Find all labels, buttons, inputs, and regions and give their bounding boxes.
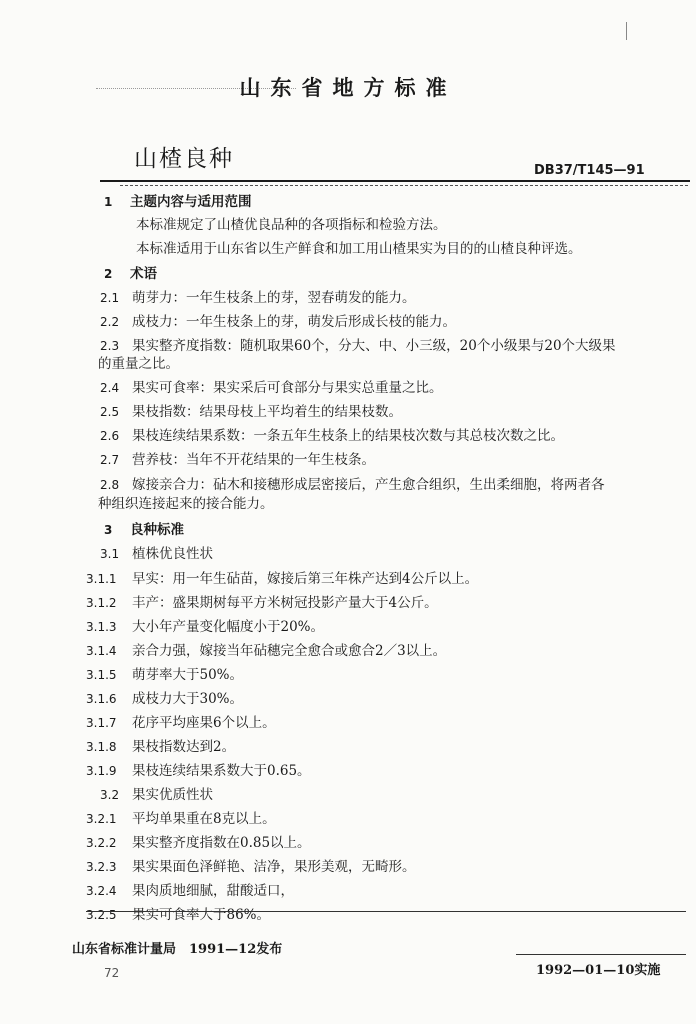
text-line [104,518,184,538]
header-title: 山东省地方标准 [239,75,457,100]
text-line [86,855,416,875]
top-rule [100,180,690,182]
footer-date-rule [516,954,686,955]
clause-text: 果实整齐度指数在0.85以上。 [132,835,311,851]
clause-number: 3.1.8 [86,740,117,754]
clause-number: 3.1.1 [86,572,117,586]
clause-number: 2.6 [100,429,120,443]
clause-number: 3.2.2 [86,836,117,850]
text-line [100,473,605,493]
clause-number: 3.2.3 [86,860,117,874]
clause-text: 萌芽力：一年生枝条上的芽，翌春萌发的能力。 [132,290,416,306]
text-line [104,190,252,210]
clause-number: 3.1.3 [86,620,117,634]
clause-number: 2.8 [100,478,120,492]
clause-text: 本标准规定了山楂优良品种的各项指标和检验方法。 [136,217,447,233]
clause-text: 嫁接亲合力：砧木和接穗形成层密接后，产生愈合组织，生出柔细胞，将两者各 [132,477,605,493]
text-line [86,831,311,851]
clause-number: 3.1.9 [86,764,117,778]
clause-text: 果枝连续结果系数：一条五年生枝条上的结果枝次数与其总枝次数之比。 [132,428,564,444]
clause-text: 果实可食率：果实采后可食部分与果实总重量之比。 [132,380,443,396]
clause-text: 早实：用一年生砧苗，嫁接后第三年株产达到4公斤以上。 [132,571,479,587]
text-line [100,424,564,444]
text-line [86,639,446,659]
text-line [98,352,179,372]
clause-number: 2.7 [100,453,120,467]
document-code: DB37/T145—91 [534,163,645,178]
clause-text: 果实可食率大于86%。 [132,907,271,923]
text-line [100,310,456,330]
clause-text: 平均单果重在8克以上。 [132,811,276,827]
clause-number: 3.1.6 [86,692,117,706]
clause-text: 主题内容与适用范围 [130,194,252,210]
scan-mark [626,22,627,40]
footer-rule [86,911,686,912]
clause-number: 3.1.4 [86,644,117,658]
clause-number: 3.2.4 [86,884,117,898]
clause-number: 3.2.5 [86,908,117,922]
clause-number: 3.2 [100,788,120,802]
clause-number: 2.3 [100,339,120,353]
text-line [86,591,438,611]
clause-text: 成枝力：一年生枝条上的芽，萌发后形成长枝的能力。 [132,314,456,330]
text-line [86,615,324,635]
text-line [98,492,274,512]
text-line [86,903,270,923]
clause-text: 良种标准 [130,522,184,538]
clause-text: 植株优良性状 [132,546,213,562]
clause-text: 果枝指数：结果母枝上平均着生的结果枝数。 [132,404,402,420]
clause-text: 营养枝：当年不开花结果的一年生枝条。 [132,452,375,468]
clause-text: 果肉质地细腻，甜酸适口， [132,883,294,899]
footer-issuer: 山东省标准计量局 1991—12发布 [72,942,283,957]
clause-number: 3 [104,523,113,537]
text-line [86,687,243,707]
clause-text: 的重量之比。 [98,356,179,372]
clause-text: 成枝力大于30%。 [132,691,244,707]
text-line [100,783,213,803]
text-line [100,448,375,468]
text-line [86,735,235,755]
clause-number: 2 [104,267,113,281]
clause-text: 果枝连续结果系数大于0.65。 [132,763,311,779]
footer-effective-date: 1992—01—10实施 [536,963,661,978]
clause-number: 3.1.5 [86,668,117,682]
clause-number: 3.1.2 [86,596,117,610]
clause-text: 本标准适用于山东省以生产鲜食和加工用山楂果实为目的的山楂良种评选。 [136,241,582,257]
clause-text: 丰产：盛果期树每平方米树冠投影产量大于4公斤。 [132,595,438,611]
text-line [136,213,447,233]
clause-text: 术语 [130,266,157,282]
clause-number: 3.1 [100,547,120,561]
text-line [100,542,213,562]
text-line [104,262,157,282]
clause-number: 2.5 [100,405,120,419]
clause-text: 果实果面色泽鲜艳、洁净，果形美观，无畸形。 [132,859,416,875]
clause-text: 果实整齐度指数：随机取果60个，分大、中、小三级，20个小级果与20个大级果 [132,338,616,354]
text-line [136,237,582,257]
clause-text: 萌芽率大于50%。 [132,667,244,683]
text-line [100,334,616,354]
document-title: 山楂良种 [134,146,234,172]
text-line [100,286,416,306]
clause-number: 2.1 [100,291,120,305]
clause-number: 1 [104,195,113,209]
text-line [86,663,243,683]
text-line [100,400,402,420]
clause-number: 3.2.1 [86,812,117,826]
clause-text: 花序平均座果6个以上。 [132,715,276,731]
text-line [100,376,443,396]
clause-number: 3.1.7 [86,716,117,730]
text-line [86,567,478,587]
clause-text: 大小年产量变化幅度小于20%。 [132,619,325,635]
clause-number: 2.4 [100,381,120,395]
text-line [86,759,311,779]
clause-text: 亲合力强，嫁接当年砧穗完全愈合或愈合2／3以上。 [132,643,447,659]
clause-text: 果枝指数达到2。 [132,739,236,755]
clause-text: 果实优质性状 [132,787,213,803]
text-line [86,879,294,899]
page-number: 72 [104,966,120,980]
clause-text: 种组织连接起来的接合能力。 [98,496,274,512]
top-rule-dashed [120,185,688,186]
text-line [86,711,276,731]
clause-number: 2.2 [100,315,120,329]
text-line [86,807,276,827]
